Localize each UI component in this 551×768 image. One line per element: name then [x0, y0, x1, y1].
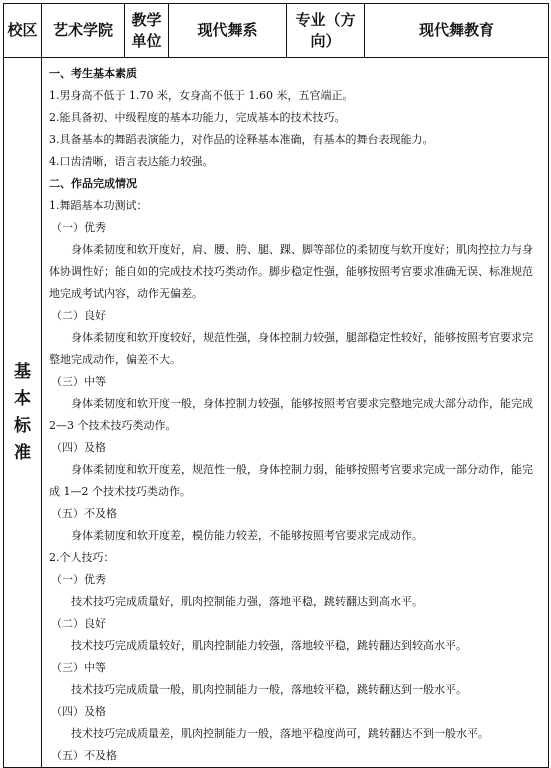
grade-description: 身体柔韧度和软开度较好，规范性强，身体控制力较强，腿部稳定性较好，能够按照考官要求完整地完成动作，偏差不大。	[49, 331, 533, 366]
grade-description: 技术技巧完成质量好，肌肉控制能力强，落地平稳，跳转翻达到高水平。	[71, 595, 423, 608]
grade-level: （一）优秀	[51, 221, 106, 234]
subsection-title-basic-skills: 1.舞蹈基本功测试：	[49, 199, 148, 212]
teaching-unit-label	[125, 4, 169, 58]
quality-item: 1.男身高不低于 1.70 米，女身高不低于 1.60 米，五官端正。	[49, 89, 354, 102]
major-name: 现代舞教育	[365, 4, 549, 58]
grade-level: （五）不及格	[51, 749, 117, 762]
subsection-title-personal-skills: 2.个人技巧：	[49, 551, 115, 564]
grade-description: 技术技巧完成质量差，肌肉控制能力一般，落地平稳度尚可，跳转翻达不到一般水平。	[71, 727, 489, 740]
section-title-basic-quality: 一、考生基本素质	[49, 67, 137, 80]
teaching-unit-label-text: 教学单位	[131, 10, 162, 50]
grade-description: 身体柔韧度和软开度好，肩、腰、胯、腿、踝、脚等部位的柔韧度与软开度好；肌肉控拉力与身体协调性好；能自如的完成技术技巧类动作。脚步稳定性强，能够按照考官要求准确无误、标准规范地完成考试内容，动作无偏差。	[49, 243, 533, 300]
grade-level: （二）良好	[51, 309, 106, 322]
side-label: 基本标准	[14, 361, 31, 463]
quality-item: 4.口齿清晰，语言表达能力较强。	[49, 155, 214, 168]
header-row	[4, 4, 549, 58]
standards-table	[3, 3, 549, 768]
grade-level: （一）优秀	[51, 573, 106, 586]
major-label	[287, 4, 365, 58]
grade-level: （四）及格	[51, 705, 106, 718]
major-label-text: 专业（方向）	[295, 10, 356, 50]
grade-description: 身体柔韧度和软开度差，规范性一般，身体控制力弱，能够按照考官要求完成一部分动作，能完成 1—2 个技术技巧类动作。	[49, 463, 533, 498]
body-row	[4, 58, 549, 768]
college-name: 艺术学院	[42, 4, 125, 58]
department-name: 现代舞系	[169, 4, 287, 58]
grade-level: （三）中等	[51, 661, 106, 674]
grade-description: 技术技巧完成质量较好，肌肉控制能力较强，落地较平稳，跳转翻达到较高水平。	[71, 639, 467, 652]
grade-level: （二）良好	[51, 617, 106, 630]
quality-item: 2.能具备初、中级程度的基本功能力，完成基本的技术技巧。	[49, 111, 346, 124]
grade-description: 技术技巧完成质量一般，肌肉控制能力一般，落地较平稳，跳转翻达到一般水平。	[71, 683, 467, 696]
quality-item: 3.具备基本的舞蹈表演能力，对作品的诠释基本准确，有基本的舞台表现能力。	[49, 133, 434, 146]
campus-label: 校区	[4, 4, 42, 58]
grade-level: （三）中等	[51, 375, 106, 388]
grade-level: （五）不及格	[51, 507, 117, 520]
grade-description: 身体柔韧度和软开度一般，身体控制力较强，能够按照考官要求完整地完成大部分动作，能完成 2—3 个技术技巧类动作。	[49, 397, 533, 432]
content-cell	[42, 58, 549, 768]
side-label-cell	[4, 58, 42, 768]
section-title-performance: 二、作品完成情况	[49, 177, 137, 190]
grade-level: （四）及格	[51, 441, 106, 454]
grade-description: 身体柔韧度和软开度差，模仿能力较差，不能够按照考官要求完成动作。	[71, 529, 423, 542]
